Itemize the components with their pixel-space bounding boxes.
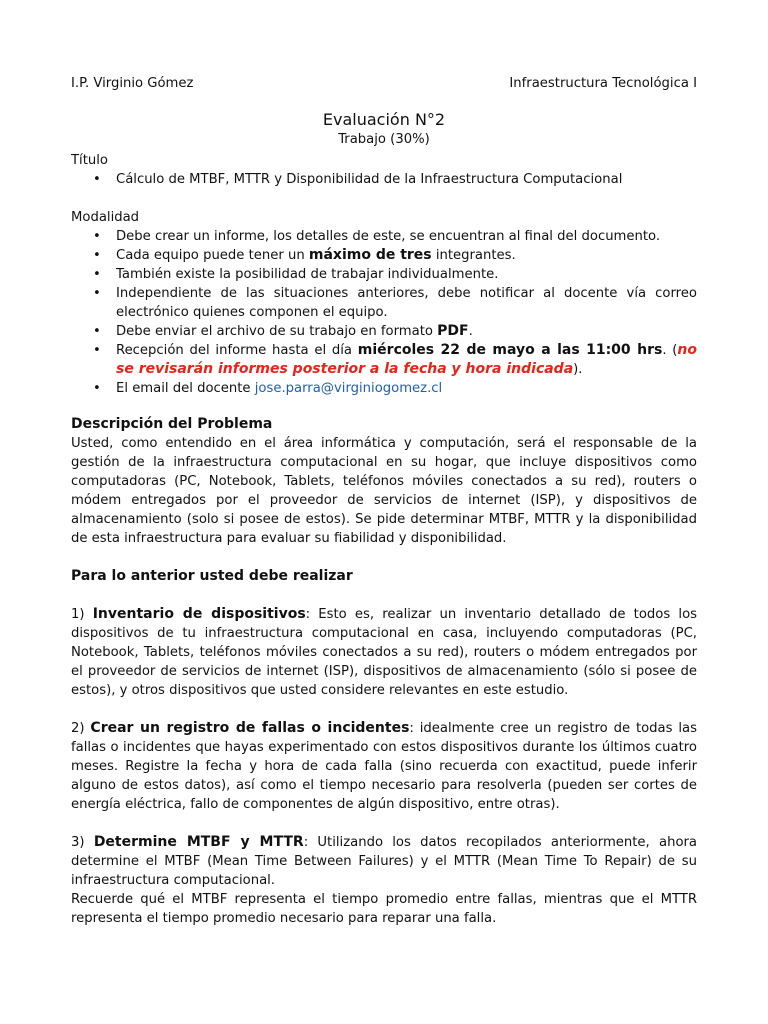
- task-3: [71, 833, 697, 890]
- task-2-text: : idealmente cree un registro de todas las fallas o incidentes que hayas experimentado con estos dispositivos durante los últimos cuatro meses. Registre la fecha y hora de cada falla (sino recuerda con exactitud, puede inferir alguno de estos datos), así como el tiempo necesario para resolverla (pueden ser cortes de energía eléctrica, fallo de componentes de algún dispositivo, entre otras).: [71, 721, 698, 812]
- modalidad-item: [71, 379, 697, 398]
- descripcion-heading: Descripción del Problema: [71, 416, 273, 432]
- task-number: 1): [71, 607, 93, 622]
- modalidad-item-text: ).: [573, 362, 583, 377]
- page-header: [71, 74, 697, 93]
- task-1-title: Inventario de dispositivos: [92, 606, 306, 622]
- modalidad-item: [71, 341, 697, 379]
- task-1-text: : Esto es, realizar un inventario detallado de todos los dispositivos de tu infraestructura computacional en casa, incluyendo computadoras (PC, Notebook, Tablets, teléfonos móviles conectados a su red), routers o módem entregados por el proveedor de servicios de internet (ISP), dispositivos de almacenamiento (sólo si posee de estos), y otros dispositivos que usted considere relevantes en este estudio.: [71, 607, 698, 698]
- modalidad-item: [71, 246, 697, 265]
- modalidad-item: • También existe la posibilidad de trabajar individualmente.: [71, 265, 697, 284]
- modalidad-item-text: . (: [662, 343, 678, 358]
- modalidad-list: [71, 227, 697, 398]
- task-number: 2): [71, 721, 91, 736]
- modalidad-item-text: integrantes.: [431, 248, 516, 263]
- modalidad-item: [71, 322, 697, 341]
- modalidad-item-text: El email del docente: [116, 381, 255, 396]
- task-number: 3): [71, 835, 94, 850]
- modalidad-item-text: Recepción del informe hasta el día: [116, 343, 358, 358]
- task-1: [71, 605, 697, 700]
- header-course: Infraestructura Tecnológica I: [509, 76, 697, 91]
- task-3-title: Determine MTBF y MTTR: [93, 834, 304, 850]
- task-3-text: : Utilizando los datos recopilados anteriormente, ahora determine el MTBF (Mean Time Between Failures) y el MTTR (Mean Time To Repair) de su infraestructura computacional.: [71, 835, 698, 888]
- deadline-emphasis: miércoles 22 de mayo a las 11:00 hrs: [357, 342, 663, 358]
- task-2: [71, 719, 697, 814]
- document-subtitle: Trabajo (30%): [338, 132, 430, 147]
- titulo-item: • Cálculo de MTBF, MTTR y Disponibilidad de la Infraestructura Computacional: [71, 170, 697, 189]
- pdf-format-emphasis: PDF: [437, 323, 469, 339]
- modalidad-item-text: Cada equipo puede tener un: [116, 248, 309, 263]
- modalidad-item: • Debe crear un informe, los detalles de este, se encuentran al final del documento.: [71, 227, 697, 246]
- header-institution: I.P. Virginio Gómez: [71, 76, 194, 91]
- descripcion-body: Usted, como entendido en el área informática y computación, será el responsable de la gestión de la infraestructura computacional en su hogar, que incluye dispositivos como computadoras (PC, Notebook, Tablets, teléfonos móviles conectados a su red), routers o módem entregados por el proveedor de servicios de internet (ISP), y dispositivos de almacenamiento (solo si posee de estos). Se pide determinar MTBF, MTTR y la disponibilidad de esta infraestructura para evaluar su fiabilidad y disponibilidad.: [71, 436, 697, 546]
- modalidad-item-text: Debe enviar el archivo de su trabajo en formato: [116, 324, 438, 339]
- modalidad-item: • Independiente de las situaciones anteriores, debe notificar al docente vía correo electrónico quienes componen el equipo.: [71, 284, 697, 322]
- titulo-label: Título: [71, 153, 108, 168]
- teacher-email-link[interactable]: jose.parra@virginiogomez.cl: [254, 381, 443, 396]
- titulo-list: [71, 170, 697, 189]
- modalidad-label: Modalidad: [71, 210, 140, 225]
- task-3-note: Recuerde qué el MTBF representa el tiempo promedio entre fallas, mientras que el MTTR representa el tiempo promedio necesario para reparar una falla.: [71, 892, 697, 926]
- late-warning: no se revisarán informes posterior a la fecha y hora indicada: [116, 342, 697, 377]
- document-title: Evaluación N°2: [322, 110, 446, 129]
- max-integrantes-emphasis: máximo de tres: [308, 247, 432, 263]
- task-2-title: Crear un registro de fallas o incidentes: [90, 720, 410, 736]
- modalidad-item-text: .: [468, 324, 473, 339]
- tareas-heading: Para lo anterior usted debe realizar: [71, 568, 353, 584]
